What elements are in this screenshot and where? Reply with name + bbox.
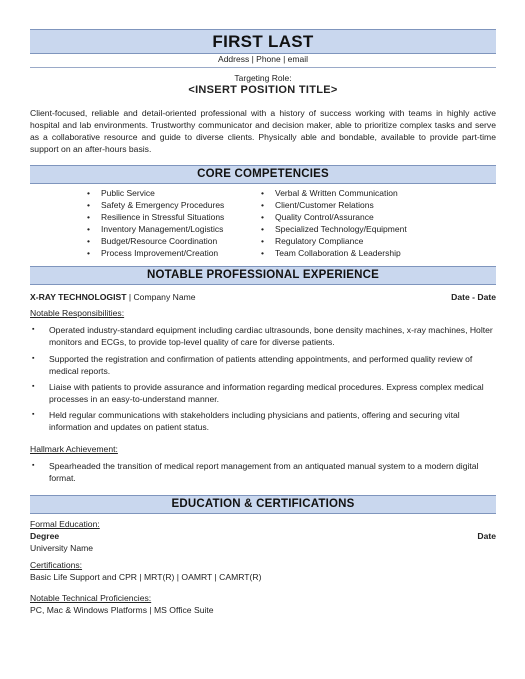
competencies-left-list	[87, 187, 224, 259]
competency-item	[261, 235, 407, 247]
responsibilities-list	[30, 381, 496, 405]
achievement-label: Hallmark Achievement:	[30, 444, 118, 454]
bullet-icon: •	[261, 248, 264, 258]
degree-name: Degree	[30, 531, 60, 541]
responsibilities-list	[30, 409, 496, 433]
formal-education-label: Formal Education:	[30, 519, 100, 529]
competency-text: Client/Customer Relations	[275, 200, 374, 210]
competency-text: Budget/Resource Coordination	[101, 236, 218, 246]
summary-paragraph: Client-focused, reliable and detail-oriented professional with a history of success working with teams in highly active hospital and lab environments. Trustworthy communicator and decision maker, able to prioritize complex tasks and serve as a collaborative resource and guide to diverse clients. Physically able and bondable, available to provide part-time support on an after-hours basis.	[30, 108, 496, 154]
competency-item	[87, 187, 224, 199]
responsibility-text: Operated industry-standard equipment including cardiac ultrasounds, bone density machines, x-ray machines, Holter monitors and ECGs, to provide top-level quality of care for diverse patients.	[49, 325, 493, 347]
square-bullet-icon: ▪	[32, 411, 35, 418]
experience-heading-text: NOTABLE PROFESSIONAL EXPERIENCE	[147, 269, 379, 281]
competency-item	[261, 211, 407, 223]
competency-item	[87, 199, 224, 211]
position-title: <INSERT POSITION TITLE>	[188, 84, 338, 96]
bullet-icon: •	[261, 200, 264, 210]
list-item	[30, 381, 496, 405]
bullet-icon: •	[87, 248, 90, 258]
certifications-text: Basic Life Support and CPR | MRT(R) | OAMRT | CAMRT(R)	[30, 572, 262, 582]
bullet-icon: •	[87, 236, 90, 246]
certifications-label: Certifications:	[30, 560, 83, 570]
contact-line: Address | Phone | email	[218, 54, 308, 64]
competency-text: Inventory Management/Logistics	[101, 224, 224, 234]
competency-item	[261, 247, 407, 259]
competency-item	[261, 187, 407, 199]
list-item	[30, 324, 496, 348]
job-title: X-RAY TECHNOLOGIST	[30, 292, 127, 302]
company-name: | Company Name	[126, 292, 196, 302]
competency-text: Resilience in Stressful Situations	[101, 212, 225, 222]
responsibility-text: Supported the registration and confirmation of patients attending appointments, and performed quality review of medical reports.	[49, 354, 473, 376]
competency-item	[261, 223, 407, 235]
competency-item	[87, 247, 224, 259]
competencies-heading	[30, 165, 496, 184]
targeting-label: Targeting Role:	[234, 73, 292, 83]
square-bullet-icon: ▪	[32, 462, 35, 469]
achievements-list	[30, 460, 496, 484]
header-divider	[30, 67, 496, 68]
competency-text: Process Improvement/Creation	[101, 248, 219, 258]
square-bullet-icon: ▪	[32, 355, 35, 362]
responsibilities-label: Notable Responsibilities:	[30, 308, 125, 318]
competency-item	[87, 235, 224, 247]
job-dates: Date - Date	[451, 292, 496, 302]
responsibilities-list	[30, 353, 496, 377]
technical-label: Notable Technical Proficiencies:	[30, 593, 152, 603]
competency-text: Regulatory Compliance	[275, 236, 364, 246]
responsibility-text: Held regular communications with stakeholders including physicians and patients, offering and securing vital information and updates on patient status.	[49, 410, 460, 432]
square-bullet-icon: ▪	[32, 383, 35, 390]
bullet-icon: •	[87, 224, 90, 234]
bullet-icon: •	[87, 212, 90, 222]
competency-text: Safety & Emergency Procedures	[101, 200, 225, 210]
bullet-icon: •	[261, 224, 264, 234]
competency-item	[87, 211, 224, 223]
candidate-name: FIRST LAST	[212, 32, 314, 51]
competency-text: Verbal & Written Communication	[275, 188, 398, 198]
competency-item	[261, 199, 407, 211]
list-item	[30, 409, 496, 433]
list-item	[30, 460, 496, 484]
bullet-icon: •	[87, 188, 90, 198]
technical-text: PC, Mac & Windows Platforms | MS Office Suite	[30, 605, 214, 615]
competencies-right-list	[261, 187, 407, 259]
competencies-heading-text: CORE COMPETENCIES	[197, 168, 329, 180]
list-item	[30, 353, 496, 377]
competency-text: Quality Control/Assurance	[275, 212, 374, 222]
responsibilities-list	[30, 324, 496, 348]
bullet-icon: •	[261, 236, 264, 246]
responsibility-text: Liaise with patients to provide assurance and information regarding medical procedures. Express complex medical processes in an easy-to-understand manner.	[49, 382, 484, 404]
job-header	[30, 292, 496, 302]
competency-text: Public Service	[101, 188, 155, 198]
university-name: University Name	[30, 543, 94, 553]
education-heading	[30, 495, 496, 514]
square-bullet-icon: ▪	[32, 326, 35, 333]
name-banner	[30, 29, 496, 54]
bullet-icon: •	[261, 212, 264, 222]
achievement-text: Spearheaded the transition of medical report management from an antiquated manual system to a modern digital format.	[49, 461, 479, 483]
competency-text: Specialized Technology/Equipment	[275, 224, 407, 234]
degree-date: Date	[477, 531, 496, 541]
bullet-icon: •	[87, 200, 90, 210]
degree-row	[30, 531, 496, 541]
education-heading-text: EDUCATION & CERTIFICATIONS	[171, 498, 355, 510]
bullet-icon: •	[261, 188, 264, 198]
experience-heading	[30, 266, 496, 285]
competency-text: Team Collaboration & Leadership	[275, 248, 401, 258]
competency-item	[87, 223, 224, 235]
